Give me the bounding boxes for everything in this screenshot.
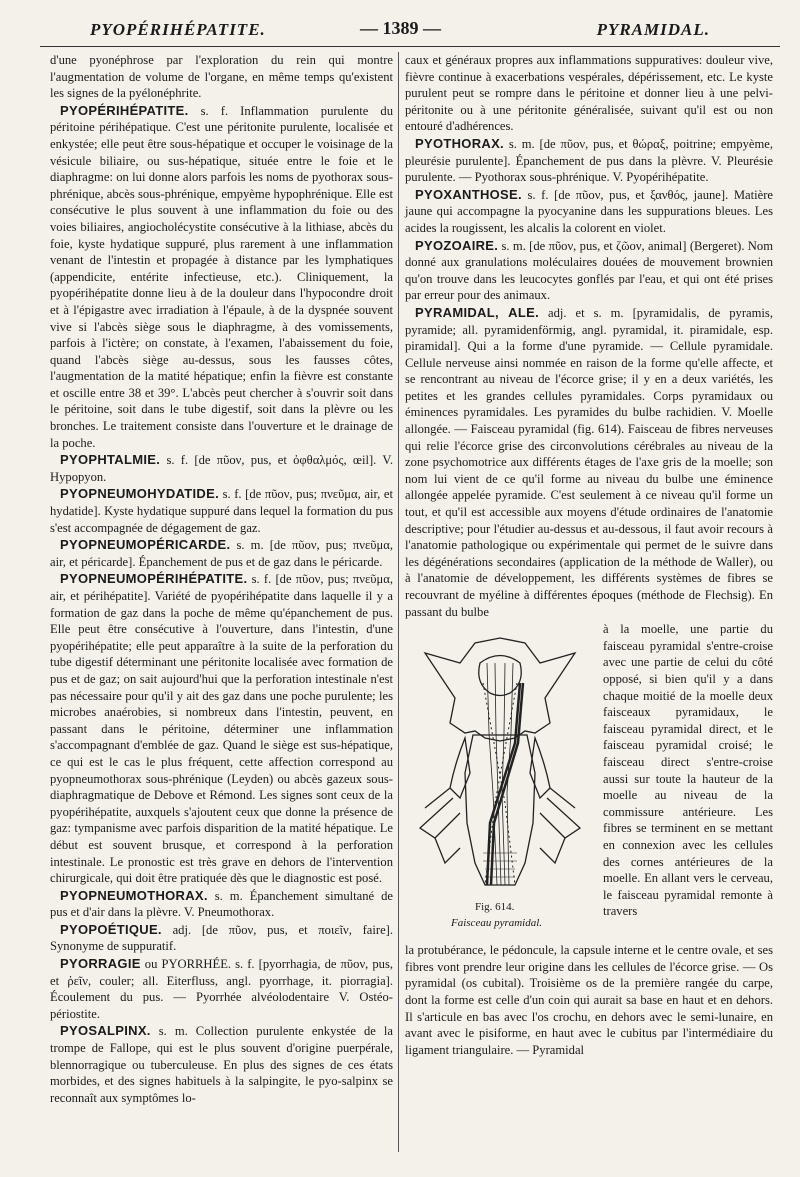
running-head-right: PYRAMIDAL.: [596, 20, 710, 39]
dictionary-entry: PYRAMIDAL, ALE. adj. et s. m. [pyramidalis, de pyramis, pyramide; all. pyramidenförmig, angl. pyramidal, it. piramidale, esp. piramidal]. Qui a la forme d'une pyramide. — Cellule pyramidale. Cellule nerveuse ainsi nommée en raison de la forme qu'elle affecte, et se rencontrant au niveau de l'écorce grise; il y en a deux variétés, les petites et les grandes cellules pyramidales. Corps pyramidaux ou éminences pyramidales. Les pyramides du bulbe rachidien. V. Moelle allongée. — Faisceau pyramidal (fig. 614). Faisceau de fibres nerveuses qui relie l'écorce grise des circonvolutions cérébrales au niveau de la zone psychomotrice aux différents étages de l'axe gris de la moelle; son nom lui vient de ce qu'il forme au niveau du bulbe une éminence allongée appelée pyramide. C'est seulement à ce niveau qu'il forme un tout, et qu'il est accessible aux moyens d'étude ordinaires de l'anatomie descriptive; pour l'étudier au-dessus et au-dessous, il faut avoir recours à l'anatomie pathologique ou expérimentale qui permet de le suivre dans les dégénérations secondaires (application de la méthode de Waller), ou à l'anatomie de développement, les différents systèmes de fibres se recouvrant de myéline à différentes époques (méthode de Flechsig). En passant du bulbe: [405, 304, 773, 619]
entry-headword: PYOTHORAX.: [415, 135, 504, 151]
entry-headword: PYOPNEUMOHYDATIDE.: [60, 486, 220, 502]
right-column: [405, 52, 773, 1059]
dictionary-entry: PYOPÉRIHÉPATITE. s. f. Inflammation purulente du péritoine périhépatique. C'est une péritonite purulente, localisée et enkystée; elle peut être sous-hépatique et occuper le voisinage de la vésicule biliaire, ou sus-hépatique, située entre le foie et le diaphragme: on lui donne alors parfois les noms de pyothorax sous-phrénique, abcès sous-phrénique, empyème hypophrénique. Elle est consécutive le plus souvent à une inflammation du foie ou des voies biliaires, angiocholécystite consécutive à la lithiase, abcès du foie, kyste hydatique suppuré, plus rarement à une inflammation venant de l'intestin et propagée à distance par les lymphatiques (appendicite, entérite infectieuse, etc.). Cliniquement, la pyopérihépatite donne lieu à de la douleur dans l'hypocondre droit et à l'épigastre avec irradiation à l'épaule, à de la dyspnée souvent vive si l'abcès siège sous le diaphragme, à des vomissements, parfois à l'ictère; on constate, à l'examen, l'abaissement du foie, quand l'abcès siège au-dessus, sous les fausses côtes, l'augmentation de la matité hépatique; enfin la fièvre est constante et oscille entre 38 et 39°. L'abcès peut chercher à s'ouvrir soit dans le péritoine, soit dans le tube digestif, soit dans la plèvre ou les bronches. Le traitement consiste dans l'ouverture et le drainage de la poche.: [50, 102, 393, 450]
dictionary-entry: PYOTHORAX. s. m. [de πῦον, pus, et θώραξ, poitrine; empyème, pleurésie purulente]. Épanchement de pus dans la plèvre. V. Pleurésie purulente. — Pyothorax sous-phrénique. V. Pyopérihépatite.: [405, 135, 773, 185]
dictionary-entry: PYOPHTALMIE. s. f. [de πῦον, pus, et ὀφθαλμός, œil]. V. Hypopyon.: [50, 452, 393, 484]
dictionary-entry: d'une pyonéphrose par l'exploration du rein qui montre l'augmentation de volume de l'organe, en même temps qu'existent les signes de la pyélonéphrite.: [50, 53, 393, 101]
entry-headword: PYOPHTALMIE.: [60, 452, 161, 468]
figure-caption: Faisceau pyramidal.: [451, 917, 543, 930]
entry-headword: PYORRAGIE: [60, 956, 141, 972]
dictionary-entry: PYOPNEUMOPÉRICARDE. s. m. [de πῦον, pus; πνεῦμα, air, et péricarde]. Épanchement de pus et de gaz dans le péricarde.: [50, 537, 393, 569]
dictionary-entry: PYOPNEUMOHYDATIDE. s. f. [de πῦον, pus; πνεῦμα, air, et hydatide]. Kyste hydatique suppuré dans lequel la formation du pus s'est accompagnée de dégagement de gaz.: [50, 486, 393, 535]
dictionary-entry: PYORRAGIE ou PYORRHÉE. s. f. [pyorrhagia, de πῦον, pus, et ῥεῖν, couler; all. Eiterfluss, angl. pyorrhage, it. piorragia]. Écoulement du pus. — Pyorrhée alvéolodentaire V. Ostéo-périostite.: [50, 956, 393, 1021]
pyramidal-tract-illustration: [405, 623, 595, 898]
entry-headword: PYOXANTHOSE.: [415, 186, 522, 202]
dictionary-entry: PYOPNEUMOPÉRIHÉPATITE. s. f. [de πῦον, pus; πνεῦμα, air, et périhépatite]. Variété de pyopérihépatite dans laquelle il y a formation de gaz dans la poche de même qu'épanchement de pus. Elle peut être consécutive à l'ouverture, dans l'intestin, d'une pyopérihépatite; elle peut apparaître à la suite de la perforation du tube digestif déterminant une péritonite localisée avec formation de pus et de gaz; on sait aujourd'hui que la perforation intestinale n'est pas nécessaire pour qu'il y ait des gaz dans une poche purulente; les microbes anaérobies, si nombreux dans l'intestin, peuvent, en passant dans le péritoine, déterminer une inflammation s'accompagnant d'emblée de gaz. Quand le siège est sus-hépatique, ce qui est le cas le plus fréquent, cette affection correspond au pyopneumothorax sous-phrénique (Leyden) ou abcès gazeux sous-diaphragmatique de Debove et Rémond. Les signes sont ceux de la pyopérihépatite, auxquels s'ajoutent ceux que donne la présence de gaz: tympanisme avec parfois disparition de la matité hépatique. Le début est souvent brusque, et correspond à la perforation intestinale. Le pronostic est très grave en dehors de l'intervention chirurgicale, qui doit être pratiquée dès que le diagnostic est posé.: [50, 571, 393, 886]
dictionary-entry: PYOPNEUMOTHORAX. s. m. Épanchement simultané de pus et d'air dans la plèvre. V. Pneumothorax.: [50, 887, 393, 920]
entry-headword: PYOSALPINX.: [60, 1023, 151, 1039]
wrap-text: à la moelle, une partie du faisceau pyramidal s'entre-croise avec une partie de celui du côté opposé, si bien qu'il y a dans chaque moitié de la moelle deux faisceaux pyramidaux, le faisceau pyramidal direct, et le faisceau pyramidal croisé; le faisceau direct s'entre-croise aussi sur toute la hauteur de la moelle au niveau de la commissure antérieure. Les fibres se terminent en se mettant en connexion avec les cellules des cornes antérieures de la moelle. En allant vers le cerveau, le faisceau pyramidal remonte à travers: [603, 622, 773, 919]
dictionary-entry: PYOPOÉTIQUE. adj. [de πῦον, pus, et ποιεῖν, faire]. Synonyme de suppuratif.: [50, 921, 393, 954]
entry-headword: PYOPNEUMOPÉRICARDE.: [60, 537, 231, 553]
left-column: [50, 52, 393, 1107]
entry-headword: PYOPÉRIHÉPATITE.: [60, 102, 189, 118]
page-number: — 1389 —: [360, 18, 441, 38]
column-divider: [398, 52, 399, 1152]
figure-614: [405, 623, 595, 938]
dictionary-entry: PYOXANTHOSE. s. f. [de πῦον, pus, et ξανθός, jaune]. Matière jaune qui accompagne la pyocyanine dans les suppurations bleues. Les acides la rougissent, les alcalis la colorent en violet.: [405, 186, 773, 235]
header-rule: [40, 46, 780, 47]
entry-headword: PYOZOAIRE.: [415, 237, 499, 253]
figure-number: Fig. 614.: [475, 901, 515, 914]
entry-headword: PYOPOÉTIQUE.: [60, 921, 162, 937]
entry-headword: PYOPNEUMOTHORAX.: [60, 887, 208, 903]
dictionary-entry: caux et généraux propres aux inflammations suppuratives: douleur vive, fièvre continue à exacerbations vespérales, dépérissement, etc. Le kyste purulent peut se rompre dans le péritoine et donner lieu à une pelvi-péritonite ou à une péritonite généralisée, suivant qu'il est ou non entouré d'adhérences.: [405, 53, 773, 134]
dictionary-entry: PYOZOAIRE. s. m. [de πῦον, pus, et ζῶον, animal] (Bergeret). Nom donné aux granulations moléculaires douées de mouvement brownien qu'on trouve dans les leucocytes gonflés par l'eau, et qui ont été prises par erreur pour des animaux.: [405, 237, 773, 303]
entry-headword: PYOPNEUMOPÉRIHÉPATITE.: [60, 571, 248, 587]
continued-text: la protubérance, le pédoncule, la capsule interne et le centre ovale, et ses fibres vont prendre leur origine dans les cellules de l'écorce grise. — Os pyramidal (os cubital). Troisième os de la première rangée du carpe, dont la forme est celle d'un coin qui aurait sa base en haut et en dehors. Il s'articule en bas avec l'os crochu, en dehors avec le semi-lunaire, en avant avec le pisiforme, en haut avec le cubitus par l'intermédiaire du ligament triangulaire. — Pyramidal: [405, 943, 773, 1057]
dictionary-entry: PYOSALPINX. s. m. Collection purulente enkystée de la trompe de Fallope, qui est le plus souvent d'origine puerpérale, blennorragique ou tuberculeuse. En plus des signes de ces états morbides, et des signes habituels à la salpingite, le pyo-salpinx se reconnaît aux symptômes lo-: [50, 1023, 393, 1105]
entry-headword: PYRAMIDAL, ALE.: [415, 304, 539, 320]
page-header: [60, 16, 770, 44]
running-head-left: PYOPÉRIHÉPATITE.: [90, 20, 266, 39]
